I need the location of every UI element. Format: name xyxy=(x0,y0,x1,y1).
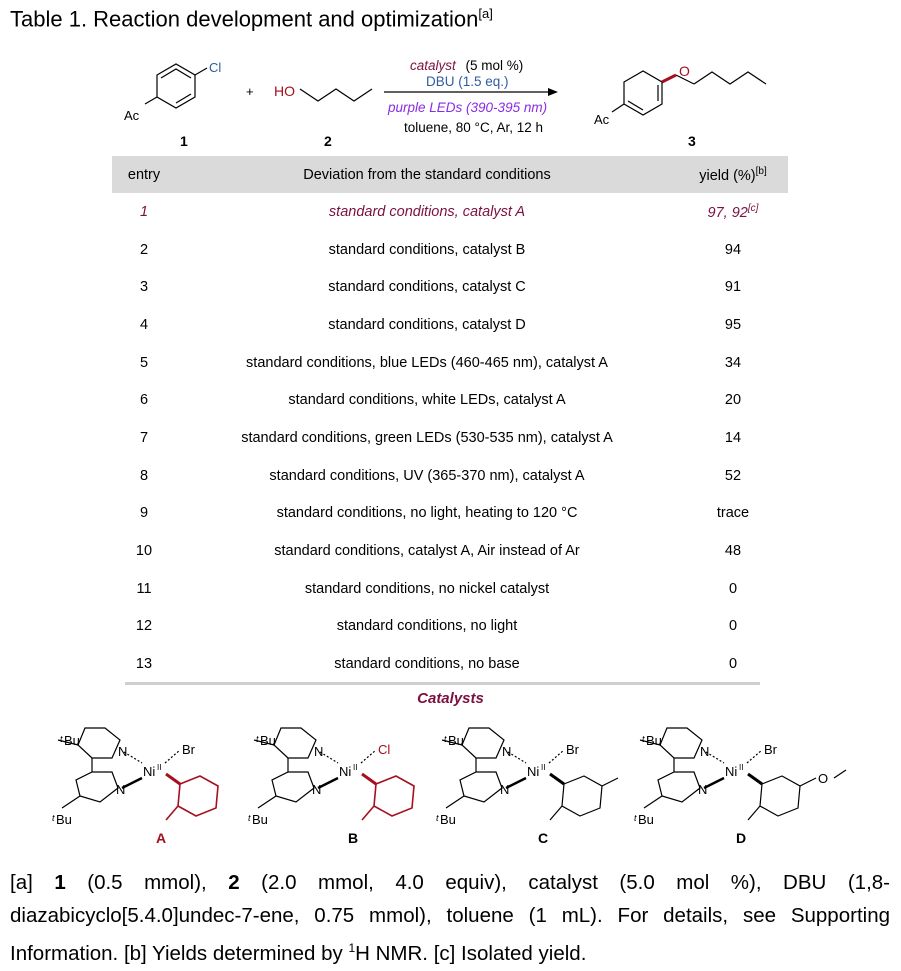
catalyst-b-label: B xyxy=(348,830,359,846)
table-row: 6 standard conditions, white LEDs, catalyst A 20 xyxy=(139,392,742,409)
table-row: 4 standard conditions, catalyst D 95 xyxy=(139,316,742,333)
catalyst-d-label: D xyxy=(736,830,747,846)
svg-text:t: t xyxy=(634,813,637,823)
acetyl-label-3: Ac xyxy=(594,112,610,127)
table-row: 8 standard conditions, UV (365-370 nm), catalyst A 52 xyxy=(139,467,742,484)
svg-text:Ni: Ni xyxy=(339,764,352,779)
table-row: 9 standard conditions, no light, heating to 120 °C trace xyxy=(139,505,750,522)
svg-text:Bu: Bu xyxy=(646,733,662,748)
catalyst-d-structure xyxy=(634,728,846,846)
table-title: Table 1. Reaction development and optimization[a] xyxy=(10,6,493,32)
condition-base: DBU (1.5 eq.) xyxy=(426,74,509,89)
table-row: 3 standard conditions, catalyst C 91 xyxy=(139,279,742,296)
table-row: 7 standard conditions, green LEDs (530-535 nm), catalyst A 14 xyxy=(139,429,742,446)
svg-text:N: N xyxy=(116,782,126,797)
svg-text:N: N xyxy=(118,744,128,759)
catalyst-structures xyxy=(0,720,901,855)
chlorine-label: Cl xyxy=(209,60,222,75)
table-row: 1 standard conditions, catalyst A 97, 92[c] xyxy=(139,202,759,221)
table-row: 2 standard conditions, catalyst B 94 xyxy=(139,241,742,258)
svg-text:Bu: Bu xyxy=(252,812,268,827)
hydroxyl-label: HO xyxy=(274,83,295,99)
svg-text:N: N xyxy=(312,782,322,797)
svg-text:II: II xyxy=(541,763,546,772)
condition-catalyst: catalyst (5 mol %) xyxy=(410,58,524,73)
svg-text:II: II xyxy=(157,763,162,772)
acetyl-label-1: Ac xyxy=(124,108,140,123)
svg-text:N: N xyxy=(314,744,324,759)
reaction-scheme xyxy=(0,40,901,155)
table-bottom-rule xyxy=(125,682,760,685)
table-footnotes: [a] 1 (0.5 mmol), 2 (2.0 mmol, 4.0 equiv), catalyst (5.0 mol %), DBU (1,8-diazabicyclo[5.4.0]undec-7-ene, 0.75 mmol), toluene (1 mL). For details, see Supporting Information. [b] Yields determined by $^1$H NMR. [c] Isolated yield. xyxy=(10,871,891,965)
catalysts-heading: Catalysts xyxy=(417,690,484,707)
svg-text:Bu: Bu xyxy=(56,812,72,827)
svg-text:Bu: Bu xyxy=(440,812,456,827)
svg-text:t: t xyxy=(444,734,447,744)
catalyst-a-structure xyxy=(52,728,218,846)
plus-sign: + xyxy=(246,84,254,99)
svg-text:t: t xyxy=(642,734,645,744)
svg-text:t: t xyxy=(436,813,439,823)
table-row: 12 standard conditions, no light 0 xyxy=(135,618,738,635)
catalyst-c-label: C xyxy=(538,830,549,846)
svg-text:Bu: Bu xyxy=(638,812,654,827)
table-header-row xyxy=(112,156,788,193)
header-yield: yield (%)[b] xyxy=(678,156,788,193)
table-row: 10 standard conditions, catalyst A, Air instead of Ar 48 xyxy=(135,543,742,560)
svg-text:Br: Br xyxy=(566,742,579,757)
optimization-table xyxy=(112,156,788,683)
svg-text:N: N xyxy=(698,782,708,797)
svg-text:t: t xyxy=(52,813,55,823)
compound-2-number: 2 xyxy=(324,133,332,149)
table-row: 5 standard conditions, blue LEDs (460-465 nm), catalyst A 34 xyxy=(139,354,742,371)
catalyst-c-structure xyxy=(436,728,618,846)
svg-text:N: N xyxy=(500,782,510,797)
header-entry: entry xyxy=(112,156,176,193)
compound-1-number: 1 xyxy=(180,133,188,149)
svg-text:Ni: Ni xyxy=(527,764,540,779)
svg-text:t: t xyxy=(256,734,259,744)
table-row: 13 standard conditions, no base 0 xyxy=(135,656,738,673)
condition-solvent: toluene, 80 °C, Ar, 12 h xyxy=(404,120,543,135)
svg-text:O: O xyxy=(818,771,829,786)
svg-text:Bu: Bu xyxy=(260,733,276,748)
svg-text:N: N xyxy=(502,744,512,759)
svg-text:t: t xyxy=(248,813,251,823)
table-row: 11 standard conditions, no nickel catalyst 0 xyxy=(136,580,738,597)
header-deviation: Deviation from the standard conditions xyxy=(176,156,678,193)
catalyst-b-structure xyxy=(248,728,414,846)
catalyst-a-label: A xyxy=(156,830,167,846)
svg-text:N: N xyxy=(700,744,710,759)
svg-text:II: II xyxy=(353,763,358,772)
svg-text:II: II xyxy=(739,763,744,772)
svg-text:t: t xyxy=(60,734,63,744)
svg-text:Ni: Ni xyxy=(143,764,156,779)
svg-text:Bu: Bu xyxy=(64,733,80,748)
ether-oxygen-label: O xyxy=(679,63,690,79)
compound-3-number: 3 xyxy=(688,133,696,149)
svg-text:Cl: Cl xyxy=(378,742,391,757)
condition-light: purple LEDs (390-395 nm) xyxy=(388,100,548,115)
svg-text:Br: Br xyxy=(764,742,777,757)
svg-text:Ni: Ni xyxy=(725,764,738,779)
svg-text:Bu: Bu xyxy=(448,733,464,748)
svg-text:Br: Br xyxy=(182,742,195,757)
